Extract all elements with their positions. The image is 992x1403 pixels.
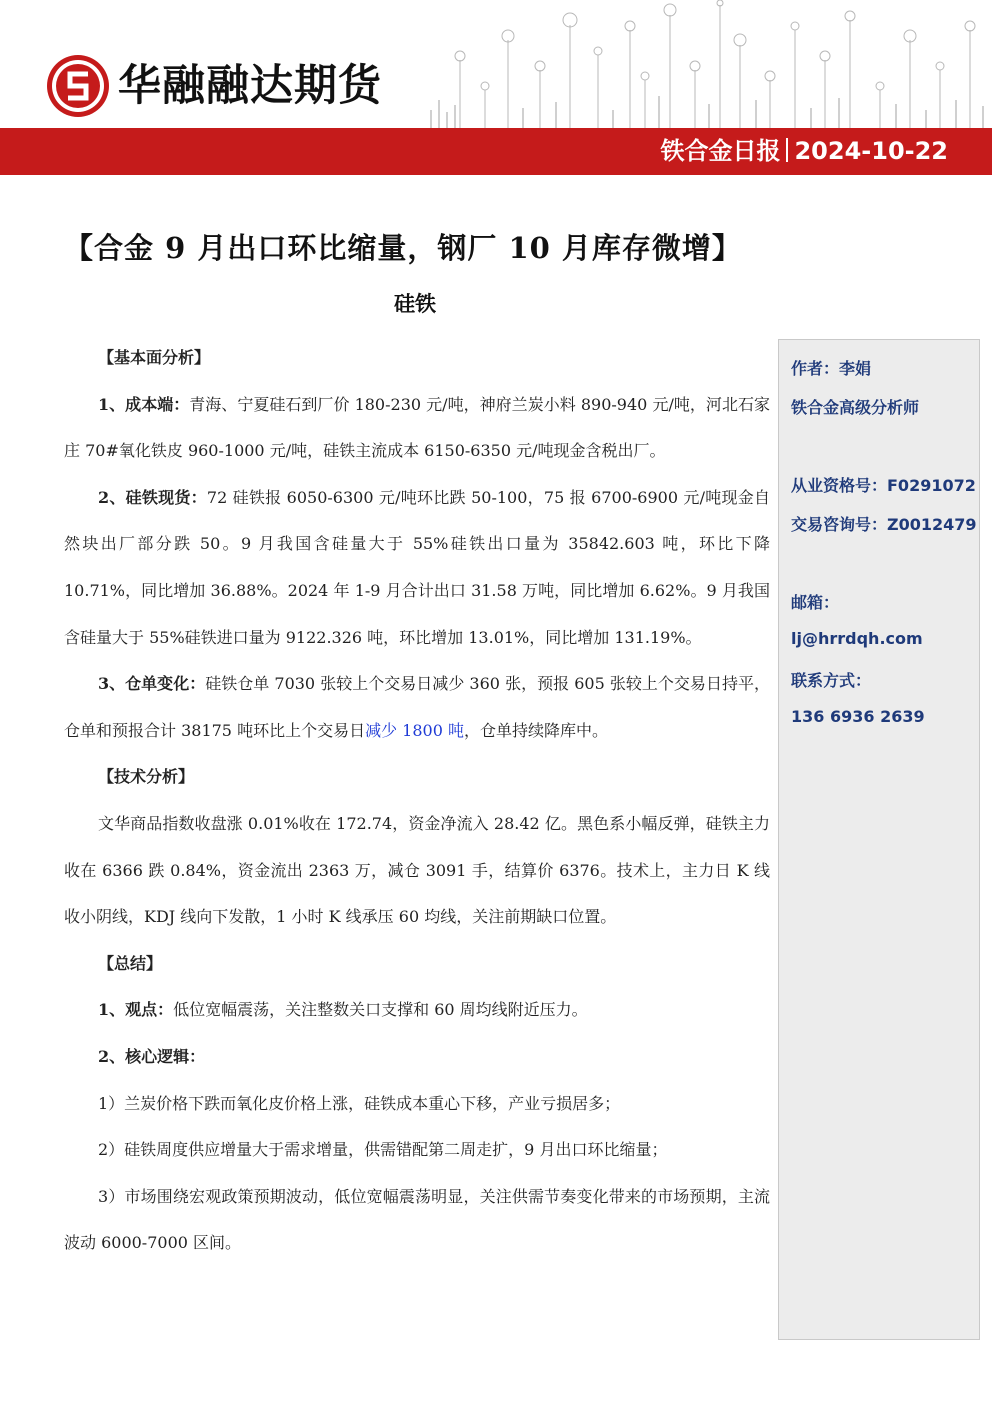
view-paragraph [64, 987, 770, 1034]
report-tag [660, 128, 948, 175]
page-header [0, 0, 992, 176]
report-date: 2024-10-22 [794, 137, 948, 165]
technical-paragraph: 文华商品指数收盘涨 0.01%收在 172.74，资金净流入 28.42 亿。黑色系小幅反弹，硅铁主力收在 6366 跌 0.84%，资金流出 2363 万，减仓 3091 手，结算价 6376。技术上，主力日 K 线收小阴线，KDJ 线向下发散，1 小时 K 线承压 60 均线，关注前期缺口位置。 [64, 813, 770, 927]
cost-paragraph [64, 382, 770, 475]
cost-text: 青海、宁夏硅石到厂价 180-230 元/吨，神府兰炭小料 890-940 元/吨，河北石家庄 70#氧化铁皮 960-1000 元/吨，硅铁主流成本 6150-6350 元/吨现金含税出厂。 [64, 394, 770, 461]
report-body [64, 335, 770, 1267]
decorative-bubble-pattern [430, 0, 992, 130]
author-sidebar [778, 339, 980, 1340]
logic-item-1: 1）兰炭价格下跌而氧化皮价格上涨，硅铁成本重心下移，产业亏损居多； [98, 1093, 621, 1113]
spot-text: 72 硅铁报 6050-6300 元/吨环比跌 50-100，75 报 6700-6900 元/吨现金自然块出厂部分跌 50。9 月我国含硅量大于 55%硅铁出口量为 35842.603 吨，环比下降 10.71%，同比增加 36.88%。2024 年 1-9 月合计出口 31.58 万吨，同比增加 6.62%。9 月我国含硅量大于 55%硅铁进口量为 9122.326 吨，环比增加 13.01%，同比增加 131.19%。 [64, 487, 770, 647]
summary-heading: 【总结】 [98, 953, 163, 973]
author-name: 作者：李娟 [791, 359, 872, 378]
company-logo-icon [46, 54, 110, 118]
email-link[interactable]: lj@hrrdqh.com [791, 629, 923, 648]
phone-number: 136 6936 2639 [791, 707, 925, 726]
warrant-label: 3、仓单变化： [98, 674, 206, 694]
fundamental-heading: 【基本面分析】 [98, 348, 211, 367]
qualification-number: 从业资格号：F0291072 [791, 476, 976, 495]
report-title: 【合金 9 月出口环比缩量，钢厂 10 月库存微增】 [64, 231, 742, 265]
report-type: 铁合金日报 [660, 137, 781, 165]
logic-label: 2、核心逻辑： [98, 1046, 206, 1066]
cost-label: 1、成本端： [98, 394, 190, 414]
email-label: 邮箱： [791, 593, 840, 612]
logic-label-paragraph [64, 1034, 770, 1081]
spot-label: 2、硅铁现货： [98, 487, 207, 507]
technical-heading: 【技术分析】 [98, 767, 195, 787]
consulting-number: 交易咨询号：Z0012479 [791, 515, 977, 534]
author-position: 铁合金高级分析师 [791, 398, 920, 417]
company-name: 华融融达期货 [118, 61, 382, 111]
view-label: 1、观点： [98, 1000, 174, 1020]
logic-item-3: 3）市场围绕宏观政策预期波动，低位宽幅震荡明显，关注供需节奏变化带来的市场预期，主流波动 6000-7000 区间。 [64, 1186, 770, 1253]
warrant-paragraph [64, 661, 770, 754]
warrant-highlight: 减少 1800 吨 [365, 720, 464, 740]
contact-label: 联系方式： [791, 671, 872, 690]
report-subtitle: 硅铁 [394, 291, 436, 316]
warrant-text-a: 硅铁仓单 7030 张较上个交易日减少 360 张，预报 605 张较上个交易日持平，仓单和预报合计 38175 吨环比上个交易日 [64, 674, 770, 740]
warrant-text-b: ，仓单持续降库中。 [463, 720, 608, 740]
view-text: 低位宽幅震荡，关注整数关口支撑和 60 周均线附近压力。 [173, 1000, 588, 1020]
spot-paragraph [64, 475, 770, 661]
logic-item-2: 2）硅铁周度供应增量大于需求增量，供需错配第二周走扩，9 月出口环比缩量； [98, 1140, 668, 1160]
tag-separator [786, 138, 788, 162]
